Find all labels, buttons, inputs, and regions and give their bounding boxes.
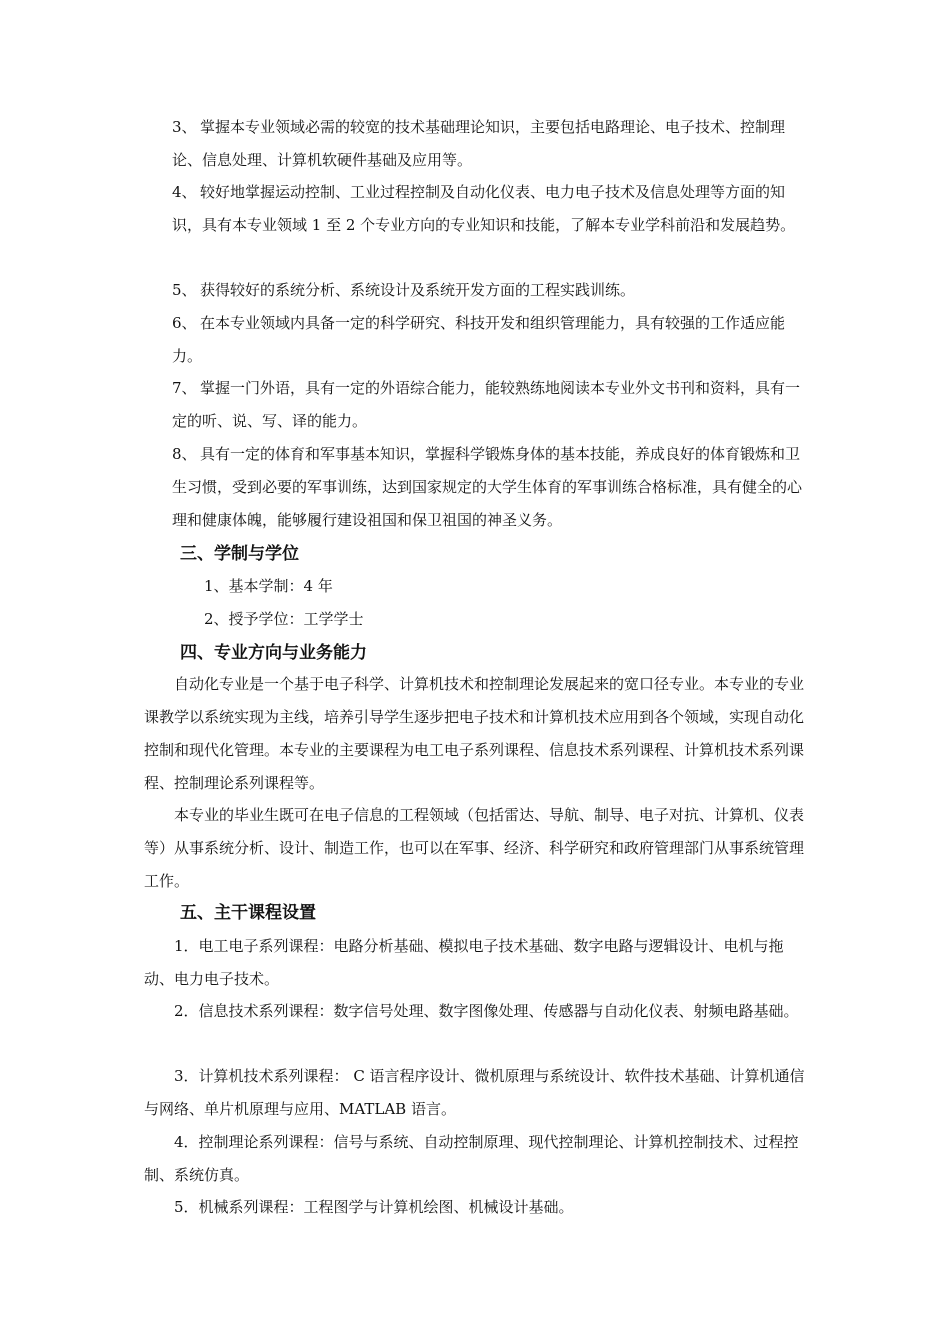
requirement-text: 具有一定的体育和军事基本知识，掌握科学锻炼身体的基本技能，养成良好的体育锻炼和卫生习惯，受到必要的军事训练，达到国家规定的大学生体育的军事训练合格标准，具有健全的心理和健康体魄，能够履行建设祖国和保卫祖国的神圣义务。 [172, 445, 803, 529]
requirement-text: 获得较好的系统分析、系统设计及系统开发方面的工程实践训练。 [200, 281, 636, 299]
course-item-electrical: 1．电工电子系列课程：电路分析基础、模拟电子技术基础、数字电路与逻辑设计、电机与拖动、电力电子技术。 [144, 937, 784, 988]
requirement-item-7 [172, 372, 812, 438]
requirement-item-3 [172, 111, 812, 177]
requirement-number: 7、 [172, 379, 197, 397]
section-heading-schooling: 三、学制与学位 [180, 544, 299, 564]
requirement-number: 3、 [172, 118, 197, 136]
requirement-number: 8、 [172, 445, 197, 463]
requirement-text: 掌握一门外语，具有一定的外语综合能力，能较熟练地阅读本专业外文书刊和资料，具有一定的听、说、写、译的能力。 [172, 379, 801, 430]
requirement-number: 6、 [172, 314, 197, 332]
requirement-text: 掌握本专业领域必需的较宽的技术基础理论知识，主要包括电路理论、电子技术、控制理论、信息处理、计算机软硬件基础及应用等。 [172, 118, 786, 169]
direction-paragraph-2: 本专业的毕业生既可在电子信息的工程领域（包括雷达、导航、制导、电子对抗、计算机、仪表等）从事系统分析、设计、制造工作，也可以在军事、经济、科学研究和政府管理部门从事系统管理工作。 [144, 806, 805, 890]
requirement-number: 4、 [172, 183, 197, 201]
requirement-item-8 [172, 438, 812, 537]
section-heading-direction: 四、专业方向与业务能力 [180, 643, 367, 663]
requirement-item-6 [172, 307, 812, 373]
requirement-number: 5、 [172, 281, 197, 299]
schooling-duration: 1、基本学制：4 年 [204, 577, 333, 595]
requirement-text: 较好地掌握运动控制、工业过程控制及自动化仪表、电力电子技术及信息处理等方面的知识，具有本专业领域 1 至 2 个专业方向的专业知识和技能，了解本专业学科前沿和发展趋势。 [172, 183, 796, 234]
section-heading-courses: 五、主干课程设置 [180, 903, 316, 923]
degree-awarded: 2、授予学位：工学学士 [204, 610, 364, 628]
course-item-information: 2．信息技术系列课程：数字信号处理、数字图像处理、传感器与自动化仪表、射频电路基础。 [174, 1002, 799, 1020]
course-item-computer: 3．计算机技术系列课程： C 语言程序设计、微机原理与系统设计、软件技术基础、计算机通信与网络、单片机原理与应用、MATLAB 语言。 [144, 1067, 805, 1118]
requirement-text: 在本专业领域内具备一定的科学研究、科技开发和组织管理能力，具有较强的工作适应能力。 [172, 314, 786, 365]
requirement-item-4 [172, 176, 812, 242]
requirement-item-5 [172, 274, 812, 307]
course-item-mechanical: 5．机械系列课程：工程图学与计算机绘图、机械设计基础。 [174, 1198, 574, 1216]
direction-paragraph-1: 自动化专业是一个基于电子科学、计算机技术和控制理论发展起来的宽口径专业。本专业的专业课教学以系统实现为主线，培养引导学生逐步把电子技术和计算机技术应用到各个领域，实现自动化控制和现代化管理。本专业的主要课程为电工电子系列课程、信息技术系列课程、计算机技术系列课程、控制理论系列课程等。 [144, 675, 805, 792]
course-item-control: 4．控制理论系列课程：信号与系统、自动控制原理、现代控制理论、计算机控制技术、过程控制、系统仿真。 [144, 1133, 799, 1184]
